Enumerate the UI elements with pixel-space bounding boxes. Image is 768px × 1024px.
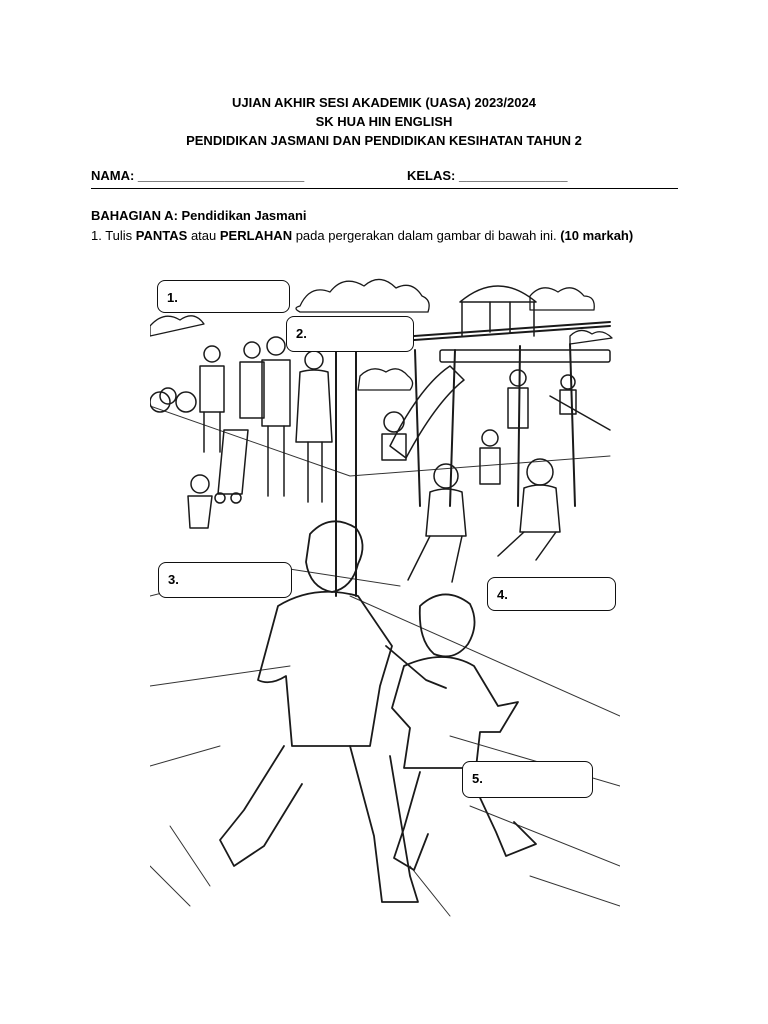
keyword-perlahan: PERLAHAN — [219, 228, 293, 243]
subject-title: PENDIDIKAN JASMANI DAN PENDIDIKAN KESIHATAN TAHUN 2 — [186, 133, 582, 148]
question-prefix: 1. Tulis — [91, 228, 136, 243]
kelas-field[interactable]: KELAS: _______________ — [407, 168, 568, 183]
answer-box-5[interactable]: 5. — [462, 761, 593, 798]
answer-box-3[interactable]: 3. — [158, 562, 292, 598]
student-info-row — [91, 168, 678, 189]
question-mid: atau — [187, 228, 220, 243]
question-marks: (10 markah) — [560, 228, 634, 243]
answer-box-1[interactable]: 1. — [157, 280, 290, 313]
keyword-pantas: PANTAS — [135, 228, 188, 243]
park-illustration — [150, 266, 620, 918]
answer-box-2[interactable]: 2. — [286, 316, 414, 352]
question-text — [91, 228, 633, 243]
question-rest: pada pergerakan dalam gambar di bawah ini. — [292, 228, 561, 243]
children-on-swings — [408, 459, 560, 582]
exam-title: UJIAN AKHIR SESI AKADEMIK (UASA) 2023/2024 — [232, 95, 536, 110]
section-title: BAHAGIAN A: Pendidikan Jasmani — [91, 208, 307, 223]
slide — [390, 350, 610, 458]
child-runner — [392, 594, 536, 870]
family-group — [150, 337, 332, 528]
answer-box-4[interactable]: 4. — [487, 577, 616, 611]
school-name: SK HUA HIN ENGLISH — [315, 114, 453, 129]
nama-field[interactable]: NAMA: _______________________ — [91, 168, 305, 183]
